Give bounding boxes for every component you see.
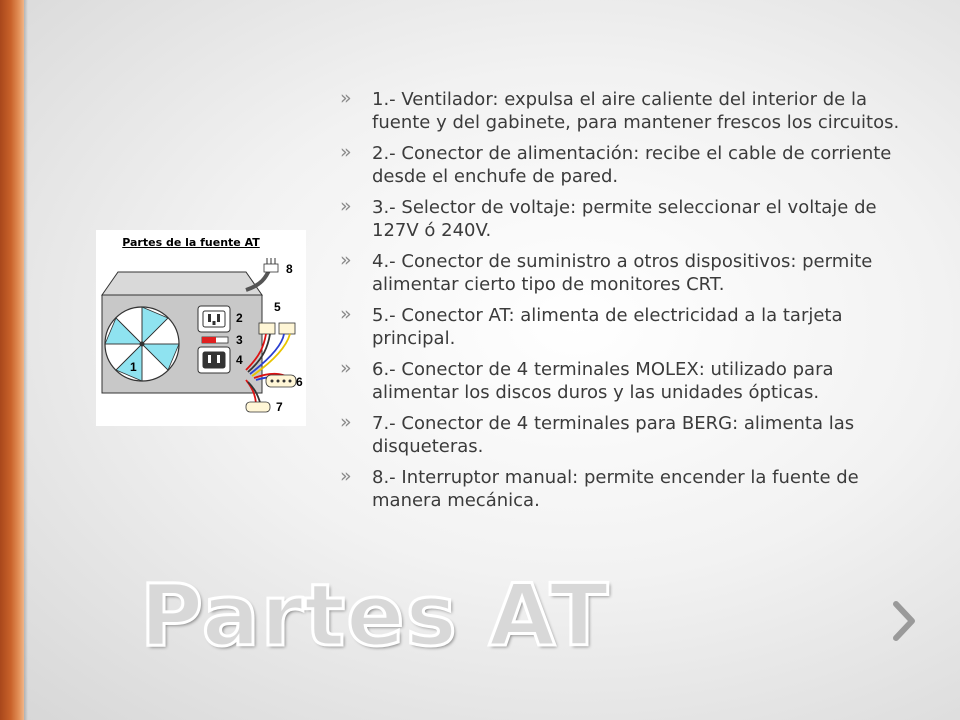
monitor-outlet-inner — [203, 352, 225, 368]
bullet-text: 8.- Interruptor manual: permite encender la fuente de manera mecánica. — [372, 467, 859, 511]
bullet-marker: » — [340, 249, 352, 271]
label-5: 5 — [274, 300, 281, 314]
bullet-text: 4.- Conector de suministro a otros dispositivos: permite alimentar cierto tipo de monitores CRT. — [372, 251, 873, 295]
bullet-marker: » — [340, 465, 352, 487]
label-6: 6 — [296, 375, 303, 389]
bullet-item — [340, 304, 900, 350]
bullet-marker: » — [340, 87, 352, 109]
bullet-marker: » — [340, 141, 352, 163]
at-connector-left — [259, 323, 275, 334]
diagram-title: Partes de la fuente AT — [122, 236, 260, 249]
chevron-right-icon[interactable] — [886, 596, 922, 646]
bullet-text: 7.- Conector de 4 terminales para BERG: alimenta las disqueteras. — [372, 413, 855, 457]
bullet-item — [340, 142, 900, 188]
bullet-item — [340, 466, 900, 512]
bullet-marker: » — [340, 303, 352, 325]
label-8: 8 — [286, 262, 293, 276]
berg-connector — [246, 402, 270, 412]
power-supply-diagram — [96, 230, 306, 426]
fan-hub — [140, 342, 145, 347]
power-supply-drawing — [96, 230, 306, 426]
bullet-item — [340, 250, 900, 296]
slide-title: Partes AT — [140, 566, 610, 666]
bullet-item — [340, 88, 900, 134]
label-2: 2 — [236, 311, 243, 325]
bullet-marker: » — [340, 195, 352, 217]
bullet-text: 5.- Conector AT: alimenta de electricidad a la tarjeta principal. — [372, 305, 843, 349]
bullet-text: 6.- Conector de 4 terminales MOLEX: utilizado para alimentar los discos duros y las unidades ópticas. — [372, 359, 834, 403]
left-accent-bar — [0, 0, 24, 720]
at-connector-right — [279, 323, 295, 334]
bullet-item — [340, 358, 900, 404]
bullet-marker: » — [340, 411, 352, 433]
switch-terminals — [267, 258, 275, 264]
label-1: 1 — [130, 360, 137, 374]
label-4: 4 — [236, 353, 243, 367]
psu-top-face — [102, 272, 262, 295]
bullet-marker: » — [340, 357, 352, 379]
label-3: 3 — [236, 333, 243, 347]
manual-switch — [264, 264, 278, 272]
bullet-item — [340, 196, 900, 242]
label-7: 7 — [276, 400, 283, 414]
voltage-selector-switch — [202, 337, 216, 343]
bullet-list — [340, 88, 900, 520]
bullet-item — [340, 412, 900, 458]
bullet-text: 1.- Ventilador: expulsa el aire caliente del interior de la fuente y del gabinete, para mantener frescos los circuitos. — [372, 89, 900, 133]
bullet-text: 3.- Selector de voltaje: permite seleccionar el voltaje de 127V ó 240V. — [372, 197, 877, 241]
bullet-text: 2.- Conector de alimentación: recibe el cable de corriente desde el enchufe de pared. — [372, 143, 892, 187]
